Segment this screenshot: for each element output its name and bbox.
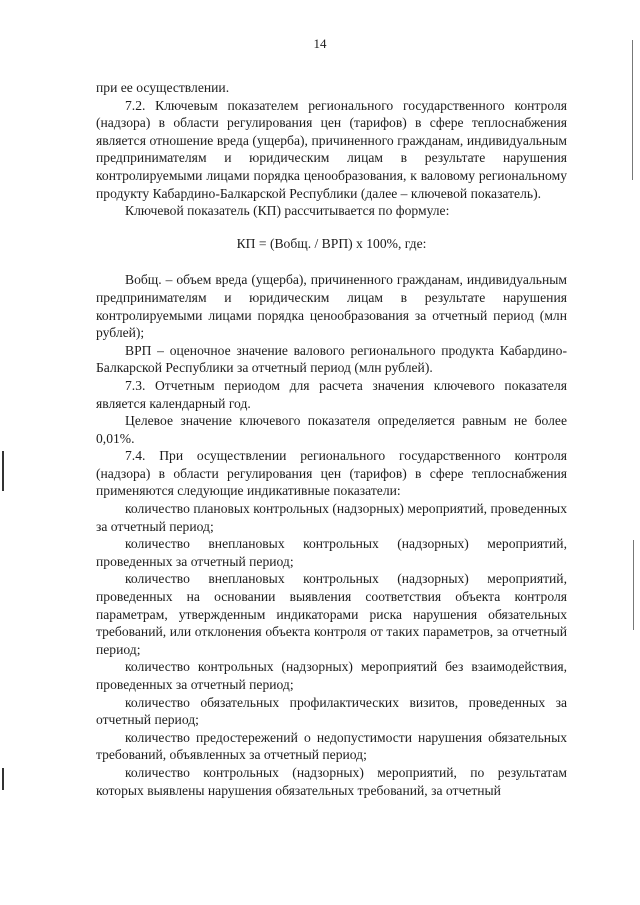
indicator-item: количество контрольных (надзорных) мероприятий, по результатам которых выявлены нарушения обязательных требований, за отчетный — [96, 764, 567, 798]
paragraph-formula-intro: Ключевой показатель (КП) рассчитывается по формуле: — [125, 203, 450, 219]
paragraph-7-4: 7.4. При осуществлении регионального государственного контроля (надзора) в области регулирования цен (тарифов) в сфере теплоснабжения применяются следующие индикативные показатели: — [96, 448, 567, 499]
paragraph-vrp-definition: ВРП – оценочное значение валового регионального продукта Кабардино-Балкарской Республики за отчетный период (млн рублей). — [96, 342, 567, 376]
scan-edge-mark — [632, 40, 633, 180]
indicator-item: количество плановых контрольных (надзорных) мероприятий, проведенных за отчетный период; — [96, 501, 567, 534]
formula: КП = (Вобщ. / ВРП) х 100%, где: — [236, 235, 427, 251]
indicator-item: количество внеплановых контрольных (надзорных) мероприятий, проведенных за отчетный период; — [96, 536, 567, 569]
paragraph-vobsch-definition: Вобщ. – объем вреда (ущерба), причиненного гражданам, индивидуальным предпринимателям и юридическим лицам в результате нарушения контролируемыми лицами порядка ценообразования за отчетный период (млн рублей); — [96, 272, 567, 341]
indicator-item: количество обязательных профилактических визитов, проведенных за отчетный период; — [96, 694, 567, 728]
document-body — [96, 79, 567, 799]
indicator-item: количество контрольных (надзорных) мероприятий без взаимодействия, проведенных за отчетный период; — [96, 659, 567, 692]
scan-mark — [2, 451, 4, 491]
paragraph-target-value: Целевое значение ключевого показателя определяется равным не более 0,01%. — [96, 413, 567, 446]
scan-edge-mark — [633, 540, 634, 630]
page-number: 14 — [313, 36, 327, 51]
paragraph-7-2: 7.2. Ключевым показателем регионального государственного контроля (надзора) в области регулирования цен (тарифов) в сфере теплоснабжения является отношение вреда (ущерба), причиненного гражданам, индивидуальным предпринимателям и юридическим лицам в результате нарушения контролируемыми лицами порядка ценообразования, к валовому региональному продукту Кабардино-Балкарской Республики (далее – ключевой показатель). — [96, 97, 567, 201]
indicator-item: количество внеплановых контрольных (надзорных) мероприятий, проведенных на основании выявления соответствия объекта контроля параметрам, утвержденным индикаторами риска нарушения обязательных требований, или отклонения объекта контроля от таких параметров, за отчетный период; — [96, 571, 567, 657]
paragraph-7-3: 7.3. Отчетным периодом для расчета значения ключевого показателя является календарный год. — [96, 377, 567, 411]
scan-mark — [2, 768, 4, 790]
paragraph-continuation: при ее осуществлении. — [96, 80, 230, 95]
indicator-item: количество предостережений о недопустимости нарушения обязательных требований, объявленных за отчетный период; — [96, 729, 567, 763]
